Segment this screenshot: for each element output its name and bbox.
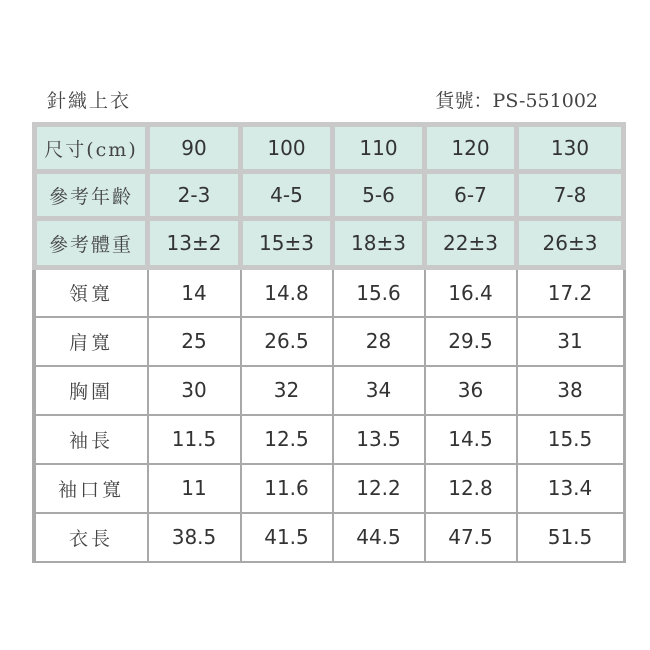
table-cell: 34 (333, 366, 425, 415)
table-cell: 130 (517, 125, 624, 172)
row-label: 尺寸(cm) (35, 125, 148, 172)
table-row (35, 415, 624, 464)
table-cell: 22±3 (425, 219, 517, 268)
table-cell: 32 (241, 366, 333, 415)
table-cell: 51.5 (517, 513, 624, 562)
table-cell: 18±3 (333, 219, 425, 268)
row-label: 胸圍 (35, 366, 148, 415)
table-cell: 11.6 (241, 464, 333, 513)
table-cell: 7-8 (517, 172, 624, 219)
table-cell: 26.5 (241, 317, 333, 366)
table-row (35, 366, 624, 415)
table-cell: 31 (517, 317, 624, 366)
age-row (35, 172, 624, 219)
table-cell: 38 (517, 366, 624, 415)
product-title: 針織上衣 (47, 90, 132, 112)
row-label: 袖口寬 (35, 464, 148, 513)
table-cell: 15±3 (241, 219, 333, 268)
size-row (35, 125, 624, 172)
row-label: 肩寬 (35, 317, 148, 366)
table-row (35, 268, 624, 317)
row-label: 袖長 (35, 415, 148, 464)
table-cell: 13.4 (517, 464, 624, 513)
table-cell: 6-7 (425, 172, 517, 219)
table-cell: 44.5 (333, 513, 425, 562)
table-cell: 17.2 (517, 268, 624, 317)
row-label: 參考年齡 (35, 172, 148, 219)
table-cell: 29.5 (425, 317, 517, 366)
table-cell: 2-3 (148, 172, 241, 219)
row-label: 領寬 (35, 268, 148, 317)
table-cell: 15.5 (517, 415, 624, 464)
table-cell: 16.4 (425, 268, 517, 317)
table-cell: 12.8 (425, 464, 517, 513)
table-row (35, 317, 624, 366)
table-cell: 38.5 (148, 513, 241, 562)
table-cell: 12.5 (241, 415, 333, 464)
size-chart-table (32, 122, 626, 563)
row-label: 參考體重 (35, 219, 148, 268)
table-cell: 14 (148, 268, 241, 317)
table-cell: 90 (148, 125, 241, 172)
table-cell: 12.2 (333, 464, 425, 513)
table-cell: 13±2 (148, 219, 241, 268)
table-cell: 120 (425, 125, 517, 172)
weight-row (35, 219, 624, 268)
table-cell: 36 (425, 366, 517, 415)
table-cell: 15.6 (333, 268, 425, 317)
table-cell: 110 (333, 125, 425, 172)
table-cell: 26±3 (517, 219, 624, 268)
table-cell: 13.5 (333, 415, 425, 464)
table-cell: 11 (148, 464, 241, 513)
table-cell: 4-5 (241, 172, 333, 219)
table-cell: 25 (148, 317, 241, 366)
table-row (35, 513, 624, 562)
product-code: 貨號：PS-551002 (435, 90, 598, 112)
table-cell: 41.5 (241, 513, 333, 562)
table-cell: 28 (333, 317, 425, 366)
table-cell: 14.5 (425, 415, 517, 464)
table-cell: 30 (148, 366, 241, 415)
table-cell: 47.5 (425, 513, 517, 562)
table-cell: 14.8 (241, 268, 333, 317)
table-cell: 11.5 (148, 415, 241, 464)
table-cell: 100 (241, 125, 333, 172)
table-cell: 5-6 (333, 172, 425, 219)
row-label: 衣長 (35, 513, 148, 562)
table-row (35, 464, 624, 513)
